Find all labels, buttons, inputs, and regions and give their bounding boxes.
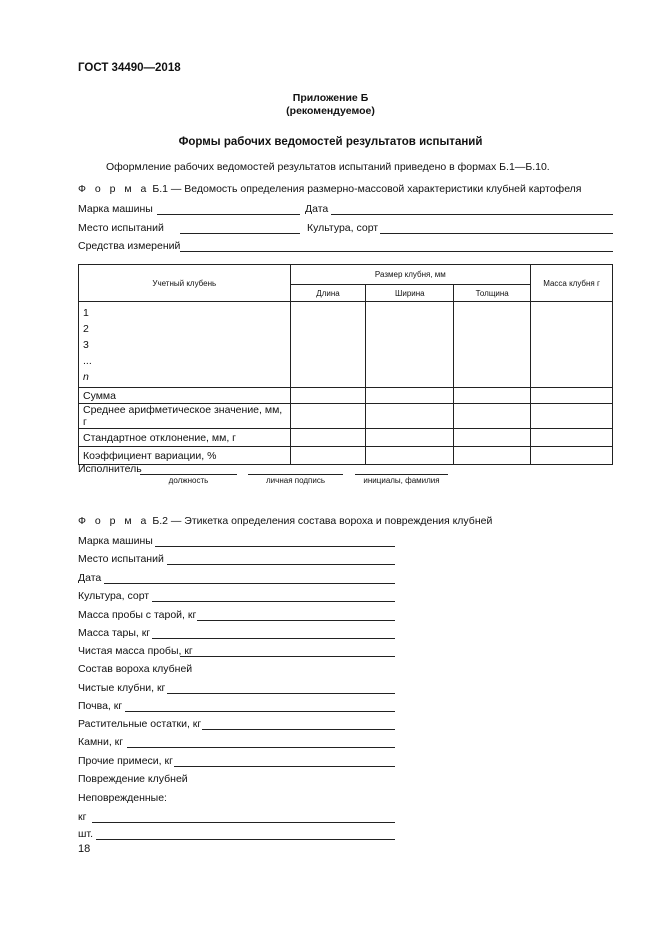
table-cell[interactable] bbox=[290, 429, 366, 447]
plant-residue-field[interactable] bbox=[202, 729, 395, 730]
form-word: Ф о р м а bbox=[78, 515, 150, 527]
appendix-title: Приложение Б bbox=[292, 92, 369, 104]
f2-tare-field[interactable] bbox=[152, 638, 395, 639]
executor-label: Исполнитель bbox=[78, 463, 142, 475]
header-mass: Масса клубня г bbox=[531, 265, 613, 302]
date-label: Дата bbox=[305, 203, 329, 215]
table-cell[interactable] bbox=[366, 302, 454, 388]
other-impurities-label: Прочие примеси, кг bbox=[78, 755, 173, 767]
plant-residue-label: Растительные остатки, кг bbox=[78, 718, 202, 730]
table-cell[interactable] bbox=[531, 429, 613, 447]
f2-net-mass-field[interactable] bbox=[180, 656, 395, 657]
intro-paragraph: Оформление рабочих ведомостей результатов испытаний приведено в формах Б.1—Б.10. bbox=[106, 161, 550, 173]
table-cell[interactable] bbox=[454, 429, 531, 447]
form2-title bbox=[78, 515, 492, 527]
signature-field[interactable] bbox=[248, 474, 343, 475]
damage-title: Повреждение клубней bbox=[78, 773, 188, 785]
header-tuber: Учетный клубень bbox=[79, 265, 291, 302]
header-thickness: Толщина bbox=[454, 285, 531, 302]
row-label: 3 bbox=[83, 339, 89, 351]
f2-gross-mass-label: Масса пробы с тарой, кг bbox=[78, 609, 197, 621]
row-label: 1 bbox=[83, 307, 89, 319]
table-cell[interactable] bbox=[290, 302, 366, 388]
table-cell[interactable] bbox=[290, 447, 366, 465]
form2-title-text: Б.2 — Этикетка определения состава вороха и повреждения клубней bbox=[152, 515, 493, 527]
row-label: 2 bbox=[83, 323, 89, 335]
heap-title: Состав вороха клубней bbox=[78, 663, 193, 675]
table-cell[interactable] bbox=[290, 404, 366, 429]
undamaged-pcs-label: шт. bbox=[78, 828, 93, 840]
date-field[interactable] bbox=[331, 214, 613, 215]
section-title: Формы рабочих ведомостей результатов испытаний bbox=[178, 136, 483, 148]
form1-title-text: Б.1 — Ведомость определения размерно-массовой характеристики клубней картофеля bbox=[152, 183, 582, 195]
document-code: ГОСТ 34490—2018 bbox=[78, 62, 181, 74]
undamaged-kg-field[interactable] bbox=[92, 822, 395, 823]
f2-date-label: Дата bbox=[78, 572, 102, 584]
f2-machine-label: Марка машины bbox=[78, 535, 153, 547]
instruments-label: Средства измерений bbox=[78, 240, 181, 252]
form-word: Ф о р м а bbox=[78, 183, 150, 195]
table-cell[interactable] bbox=[531, 388, 613, 404]
f2-gross-mass-field[interactable] bbox=[197, 620, 395, 621]
table-cell[interactable] bbox=[454, 404, 531, 429]
undamaged-label: Неповрежденные: bbox=[78, 792, 167, 804]
row-label: ... bbox=[83, 355, 92, 367]
table-cell[interactable] bbox=[290, 388, 366, 404]
instruments-field[interactable] bbox=[180, 251, 613, 252]
f2-net-mass-label: Чистая масса пробы, кг bbox=[78, 645, 193, 657]
machine-field[interactable] bbox=[157, 214, 300, 215]
table-cell[interactable] bbox=[366, 429, 454, 447]
header-length: Длина bbox=[290, 285, 366, 302]
place-label: Место испытаний bbox=[78, 222, 164, 234]
header-width: Ширина bbox=[366, 285, 454, 302]
tuber-numbers-cell bbox=[79, 302, 291, 388]
page-number: 18 bbox=[78, 843, 91, 855]
table-cell[interactable] bbox=[366, 388, 454, 404]
initials-field[interactable] bbox=[355, 474, 448, 475]
table-cell[interactable] bbox=[531, 447, 613, 465]
table-cell[interactable] bbox=[531, 302, 613, 388]
f2-tare-label: Масса тары, кг bbox=[78, 627, 151, 639]
form1-table bbox=[78, 264, 613, 465]
soil-label: Почва, кг bbox=[78, 700, 123, 712]
header-size: Размер клубня, мм bbox=[290, 265, 531, 285]
f2-culture-field[interactable] bbox=[152, 601, 395, 602]
mean-label: Среднее арифметическое значение, мм, г bbox=[79, 404, 291, 429]
std-label: Стандартное отклонение, мм, г bbox=[79, 429, 291, 447]
clean-tubers-field[interactable] bbox=[167, 693, 395, 694]
f2-date-field[interactable] bbox=[104, 583, 395, 584]
undamaged-kg-label: кг bbox=[78, 811, 87, 823]
other-impurities-field[interactable] bbox=[174, 766, 395, 767]
soil-field[interactable] bbox=[125, 711, 395, 712]
signature-caption: личная подпись bbox=[266, 476, 325, 485]
table-cell[interactable] bbox=[531, 404, 613, 429]
cv-label: Коэффициент вариации, % bbox=[79, 447, 291, 465]
machine-label: Марка машины bbox=[78, 203, 153, 215]
culture-label: Культура, сорт bbox=[307, 222, 379, 234]
f2-machine-field[interactable] bbox=[155, 546, 395, 547]
appendix-subtitle: (рекомендуемое) bbox=[286, 105, 375, 117]
table-cell[interactable] bbox=[366, 404, 454, 429]
position-caption: должность bbox=[168, 476, 209, 485]
f2-culture-label: Культура, сорт bbox=[78, 590, 150, 602]
undamaged-pcs-field[interactable] bbox=[96, 839, 395, 840]
clean-tubers-label: Чистые клубни, кг bbox=[78, 682, 166, 694]
row-label: n bbox=[83, 371, 89, 383]
table-cell[interactable] bbox=[454, 388, 531, 404]
stones-field[interactable] bbox=[127, 747, 395, 748]
stones-label: Камни, кг bbox=[78, 736, 124, 748]
culture-field[interactable] bbox=[380, 233, 613, 234]
sum-label: Сумма bbox=[79, 388, 291, 404]
table-cell[interactable] bbox=[366, 447, 454, 465]
position-field[interactable] bbox=[140, 474, 237, 475]
form1-title bbox=[78, 183, 582, 195]
table-cell[interactable] bbox=[454, 302, 531, 388]
place-field[interactable] bbox=[180, 233, 300, 234]
f2-place-field[interactable] bbox=[167, 564, 395, 565]
f2-place-label: Место испытаний bbox=[78, 553, 164, 565]
table-cell[interactable] bbox=[454, 447, 531, 465]
initials-caption: инициалы, фамилия bbox=[363, 476, 440, 485]
